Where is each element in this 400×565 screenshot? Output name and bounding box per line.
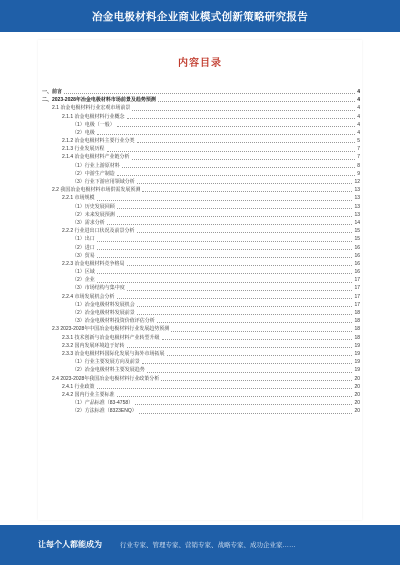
toc-entry[interactable] [38, 399, 362, 407]
toc-entry-page: 19 [354, 367, 360, 374]
toc-entry[interactable] [38, 104, 362, 112]
footer-slogan: 让每个人都能成为 [38, 540, 102, 549]
toc-entry[interactable] [38, 317, 362, 325]
toc-leader-dots [97, 249, 353, 250]
toc-entry[interactable] [38, 129, 362, 137]
toc-entry-title: 2.1.1 冶金电极材料行业概念 [62, 113, 125, 120]
report-title: 冶金电极材料企业商业模式创新策略研究报告 [92, 10, 308, 23]
toc-entry-title: 一、前言 [42, 88, 63, 95]
toc-entry-title: 2.2.2 行业进出口状况及前景分析 [62, 228, 135, 235]
toc-entry-title: 2.2.4 市场发展机会分析 [62, 293, 115, 300]
toc-leader-dots [97, 241, 353, 242]
toc-entry-title: 2.3.2 国内发展环境趋于好转 [62, 342, 125, 349]
toc-leader-dots [97, 134, 355, 135]
toc-entry[interactable] [38, 219, 362, 227]
toc-leader-dots [142, 363, 353, 364]
toc-leader-dots [142, 191, 352, 192]
toc-entry-page: 9 [357, 170, 360, 177]
toc-entry-page: 4 [357, 88, 360, 95]
toc-entry-title: 2.3 2023-2028年中国冶金电极材料行业发展趋势预测 [52, 326, 170, 333]
toc-entry-title: （1）行业上游原材料 [72, 162, 120, 169]
toc-leader-dots [127, 265, 353, 266]
toc-entry-title: 2.2.1 市场规模 [62, 195, 95, 202]
toc-entry[interactable] [38, 301, 362, 309]
toc-entry-title: （3）行业下游应用领域分析 [72, 179, 135, 186]
toc-entry-page: 18 [354, 310, 360, 317]
toc-leader-dots [117, 396, 353, 397]
toc-entry[interactable] [38, 366, 362, 374]
toc-entry-page: 16 [354, 269, 360, 276]
toc-leader-dots [97, 282, 353, 283]
toc-leader-dots [117, 208, 353, 209]
report-header [0, 0, 400, 32]
toc-entry[interactable] [38, 227, 362, 235]
toc-leader-dots [167, 355, 353, 356]
toc-leader-dots [122, 167, 355, 168]
toc-entry-title: （2）进口 [72, 244, 95, 251]
toc-heading: 内容目录 [178, 58, 222, 69]
toc-entry[interactable] [38, 211, 362, 219]
toc-entry-title: 2.4 2023-2028年我国冶金电极材料行业政策分析 [52, 375, 160, 382]
toc-entry[interactable] [38, 252, 362, 260]
toc-entry-page: 12 [354, 179, 360, 186]
toc-entry-title: （1）历史发展回顾 [72, 203, 115, 210]
toc-entry-title: 2.2 我国冶金电极材料市场供需发展预测 [52, 187, 141, 194]
toc-leader-dots [162, 339, 353, 340]
toc-entry-page: 4 [357, 113, 360, 120]
toc-entry[interactable] [38, 194, 362, 202]
toc-entry[interactable] [38, 203, 362, 211]
toc-entry[interactable] [38, 260, 362, 268]
toc-entry[interactable] [38, 235, 362, 243]
toc-entry[interactable] [38, 162, 362, 170]
toc-entry[interactable] [38, 178, 362, 186]
toc-entry[interactable] [38, 342, 362, 350]
toc-entry-page: 19 [354, 350, 360, 357]
toc-entry-page: 13 [354, 203, 360, 210]
toc-leader-dots [64, 93, 355, 94]
toc-entry-title: 2.3.1 技术创新与冶金电极材料产业转型升级 [62, 334, 160, 341]
toc-entry-page: 18 [354, 334, 360, 341]
toc-entry-title: 2.4.2 国内行业主要标准 [62, 391, 115, 398]
toc-entry-page: 5 [357, 138, 360, 145]
toc-entry-page: 15 [354, 228, 360, 235]
toc-entry[interactable] [38, 186, 362, 194]
toc-entry-title: 2.1 冶金电极材料行业宏观市场前景 [52, 105, 131, 112]
toc-leader-dots [139, 413, 353, 414]
toc-entry-page: 13 [354, 187, 360, 194]
toc-leader-dots [127, 290, 353, 291]
toc-entry[interactable] [38, 358, 362, 366]
toc-entry[interactable] [38, 170, 362, 178]
footer-tagline: 行业专家、管理专家、营销专家、战略专家、成功企业家…… [120, 542, 296, 549]
toc-entry-page: 16 [354, 244, 360, 251]
toc-entry-title: （3）需求分析 [72, 219, 105, 226]
toc-entry-page: 14 [354, 219, 360, 226]
toc-entry-page: 20 [354, 408, 360, 415]
toc-entry[interactable] [38, 407, 362, 415]
toc-entry-page: 4 [357, 129, 360, 136]
toc-entry-title: （2）企业 [72, 277, 95, 284]
toc-entry-title: （1）电极（一般） [72, 121, 115, 128]
toc-entry[interactable] [38, 334, 362, 342]
toc-entry-title: （3）市场结构与集中度 [72, 285, 125, 292]
toc-entry[interactable] [38, 154, 362, 162]
toc-entry-title: （2）冶金电极材料发展前景 [72, 310, 135, 317]
toc-entry[interactable] [38, 325, 362, 333]
toc-entry-page: 8 [357, 162, 360, 169]
toc-entry-page: 18 [354, 326, 360, 333]
toc-entry-page: 17 [354, 285, 360, 292]
toc-entry[interactable] [38, 276, 362, 284]
toc-entry[interactable] [38, 145, 362, 153]
toc-entry[interactable] [38, 113, 362, 121]
toc-entry-page: 20 [354, 375, 360, 382]
toc-entry[interactable] [38, 391, 362, 399]
toc-entry-title: 2.1.4 冶金电极材料产业链分析 [62, 154, 130, 161]
toc-entry-title: （3）贸易 [72, 252, 95, 259]
toc-entry-title: 2.1.2 冶金电极材料主要行业分类 [62, 138, 135, 145]
toc-leader-dots [137, 232, 353, 233]
toc-entry[interactable] [38, 293, 362, 301]
toc-entry[interactable] [38, 121, 362, 129]
toc-leader-dots [132, 110, 355, 111]
toc-entry-page: 17 [354, 293, 360, 300]
toc-leader-dots [137, 306, 353, 307]
toc-entry-page: 13 [354, 211, 360, 218]
toc-entry[interactable] [38, 309, 362, 317]
toc-entry-title: 2.4.1 行业政策 [62, 383, 95, 390]
toc-entry[interactable] [38, 268, 362, 276]
toc-leader-dots [107, 151, 356, 152]
footer-banner [0, 525, 400, 565]
toc-entry-page: 7 [357, 154, 360, 161]
toc-entry-title: （2）电极 [72, 129, 95, 136]
toc-entry-page: 17 [354, 301, 360, 308]
toc-entry-title: 2.1.3 行业发展历程 [62, 146, 105, 153]
toc-leader-dots [107, 224, 353, 225]
toc-leader-dots [117, 298, 353, 299]
toc-entry-page: 16 [354, 260, 360, 267]
toc-entry-page: 20 [354, 391, 360, 398]
toc-entry-title: 2.3.3 冶金电极材料国际化发展与海外市场拓展 [62, 350, 165, 357]
toc-leader-dots [97, 257, 353, 258]
toc-entry[interactable] [38, 383, 362, 391]
toc-entry-page: 13 [354, 195, 360, 202]
toc-entry-title: （1）行业主要发展方向及前景 [72, 359, 140, 366]
toc-leader-dots [135, 404, 352, 405]
toc-leader-dots [117, 216, 353, 217]
toc-entry-title: （2）冶金电极材料主要发展趋势 [72, 367, 145, 374]
toc-leader-dots [137, 314, 353, 315]
toc-entry-page: 15 [354, 236, 360, 243]
toc-entry-title: （1）冶金电极材料发展机会 [72, 301, 135, 308]
toc-leader-dots [171, 331, 352, 332]
toc-leader-dots [157, 322, 353, 323]
toc-entry-title: 二、2023-2028年冶金电极材料市场前景及趋势预测 [42, 97, 156, 104]
toc-entry-title: （3）冶金电极材料投资价值评估分析 [72, 318, 155, 325]
toc-page [38, 40, 362, 520]
toc-leader-dots [127, 347, 353, 348]
toc-entry-page: 19 [354, 342, 360, 349]
toc-entry-page: 16 [354, 252, 360, 259]
toc-entry-page: 4 [357, 105, 360, 112]
toc-leader-dots [132, 159, 356, 160]
toc-leader-dots [127, 118, 356, 119]
toc-entry-title: （2）中游生产制造 [72, 170, 115, 177]
toc-entry[interactable] [38, 88, 362, 96]
toc-entry-page: 4 [357, 121, 360, 128]
toc-entry-page: 20 [354, 383, 360, 390]
toc-leader-dots [137, 183, 353, 184]
toc-entry-title: （2）未来发展预测 [72, 211, 115, 218]
toc-entry[interactable] [38, 350, 362, 358]
toc-entry-page: 19 [354, 359, 360, 366]
toc-entry[interactable] [38, 375, 362, 383]
toc-leader-dots [97, 273, 353, 274]
toc-entry[interactable] [38, 96, 362, 104]
toc-entry-title: （1）出口 [72, 236, 95, 243]
toc-leader-dots [97, 200, 353, 201]
toc-leader-dots [147, 372, 353, 373]
toc-entry-page: 17 [354, 277, 360, 284]
table-of-contents [38, 88, 362, 416]
toc-entry-page: 20 [354, 400, 360, 407]
toc-leader-dots [158, 101, 355, 102]
toc-entry-title: 2.2.3 冶金电极材料竞争格局 [62, 260, 125, 267]
toc-entry-page: 4 [357, 97, 360, 104]
toc-leader-dots [117, 126, 355, 127]
toc-leader-dots [117, 175, 355, 176]
toc-entry[interactable] [38, 244, 362, 252]
toc-entry[interactable] [38, 137, 362, 145]
toc-leader-dots [97, 388, 353, 389]
toc-entry-page: 7 [357, 146, 360, 153]
toc-leader-dots [137, 142, 356, 143]
toc-leader-dots [161, 380, 352, 381]
toc-entry-title: （1）产品标准（83-4758） [72, 400, 134, 407]
toc-entry-page: 18 [354, 318, 360, 325]
toc-entry-title: （1）区域 [72, 269, 95, 276]
toc-entry[interactable] [38, 285, 362, 293]
toc-entry-title: （2）方法标准（8323ENQ） [72, 408, 137, 415]
